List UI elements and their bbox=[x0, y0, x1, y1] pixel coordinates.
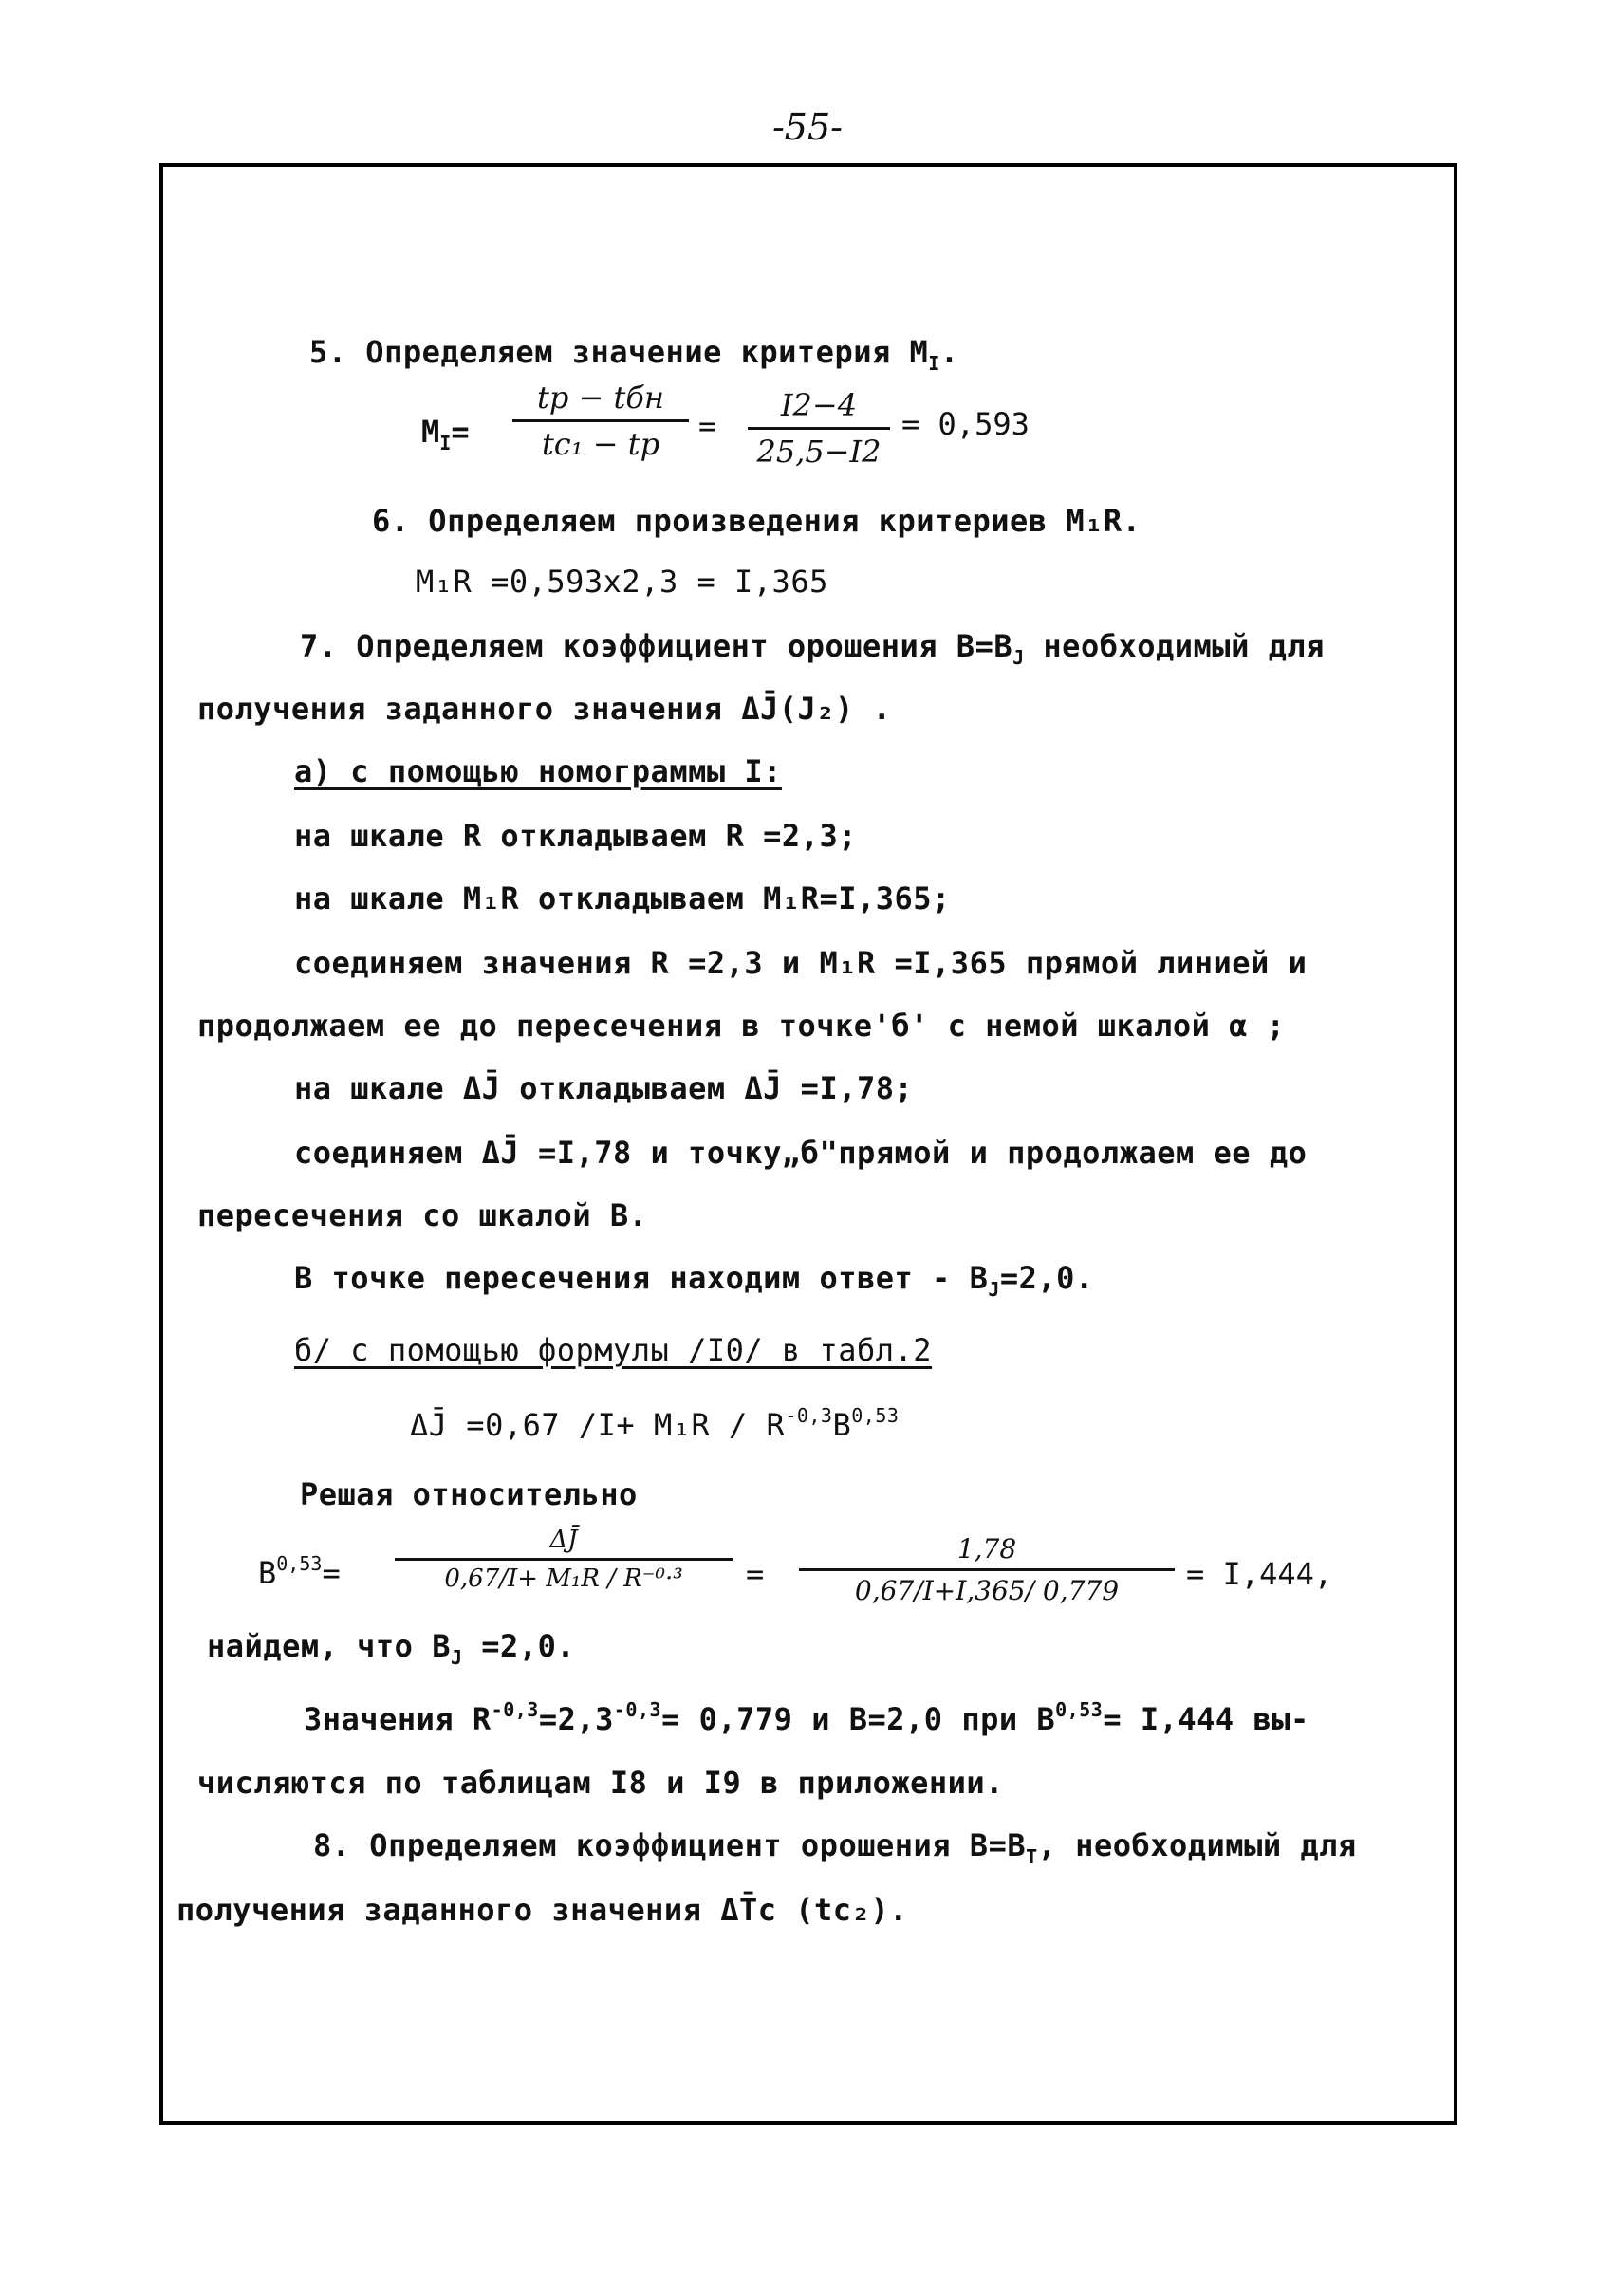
s5-eq2: = bbox=[698, 408, 717, 444]
s7-line2: получения заданного значения ΔJ̄(J₂) . bbox=[197, 691, 892, 727]
s6-formula: М₁R =0,593х2,3 = I,365 bbox=[416, 564, 828, 600]
s7-b-lhs: B$^{0,53}$= bbox=[258, 1552, 341, 1591]
s7-a4: продолжаем ее до пересечения в точке'б' с немой шкалой α ; bbox=[197, 1008, 1286, 1044]
s7-a3: соединяем значения R =2,3 и М₁R =I,365 прямой линией и bbox=[294, 945, 1308, 981]
s7-b-fraction-1: ΔJ̄ 0,67/I+ М₁R / R⁻⁰·³ bbox=[395, 1526, 733, 1593]
s5-fraction-2: $\frac{I2-4}{25,5-I2}$ bbox=[748, 387, 890, 470]
s7-a6: соединяем ΔJ̄ =I,78 и точку„б"прямой и продолжаем ее до bbox=[294, 1135, 1308, 1171]
s7-a7: пересечения со шкалой В. bbox=[197, 1197, 648, 1233]
s6-heading: 6. Определяем произведения критериев М₁R. bbox=[372, 503, 1142, 539]
s7-b-solving: Решая относительно bbox=[300, 1476, 638, 1512]
s7-b-fraction-2: $\frac{1,78}{0,67/I+I,365/ 0,779}$ bbox=[799, 1533, 1175, 1606]
s5-lhs: $М_I=$ bbox=[421, 414, 470, 454]
s7-note-line2: числяются по таблицам I8 и I9 в приложении. bbox=[197, 1765, 1004, 1801]
s7-b-found: найдем, что $В_J =2,0$. bbox=[207, 1628, 576, 1669]
s7-b-title: б/ с помощью формулы /I0/ в табл.2 bbox=[294, 1332, 933, 1368]
s7-b-formula: ΔJ̄ =0,67 $/I+ М_1R / R^{-0,3}B^{0,53}$ bbox=[410, 1404, 900, 1443]
s7-b-eq2: = bbox=[746, 1556, 765, 1592]
s7-a-title: а) с помощью номограммы I: bbox=[294, 753, 782, 789]
s7-a2: на шкале М₁R откладываем М₁R=I,365; bbox=[294, 880, 951, 917]
s7-note-line1: Значения $R^{-0,3}=2,3^{-0,3}= 0,779$ и В=2,0 при В$^{0,53}$= I,444 вы- bbox=[304, 1698, 1309, 1737]
s5-heading: 5. Определяем значение критерия $М_I$. bbox=[309, 334, 959, 375]
s5-fraction-1: tр − tбн tc₁ − tр bbox=[512, 380, 689, 462]
s7-a8: В точке пересечения находим ответ - $В_J=2,0$. bbox=[294, 1260, 1094, 1301]
s7-line1: 7. Определяем коэффициент орошения $В=В_J$ необходимый для bbox=[300, 628, 1325, 669]
s7-b-result: = I,444, bbox=[1186, 1556, 1333, 1592]
s7-a1: на шкале R откладываем R =2,3; bbox=[294, 818, 857, 854]
page-number: -55- bbox=[771, 106, 844, 148]
s8-line2: получения заданного значения ΔT̄c (tc₂). bbox=[176, 1892, 908, 1928]
s7-a5: на шкале ΔJ̄ откладываем ΔJ̄ =I,78; bbox=[294, 1070, 914, 1106]
s5-result: = 0,593 bbox=[901, 406, 1030, 442]
s8-line1: 8. Определяем коэффициент орошения $В=В_T$, необходимый для bbox=[313, 1827, 1357, 1868]
